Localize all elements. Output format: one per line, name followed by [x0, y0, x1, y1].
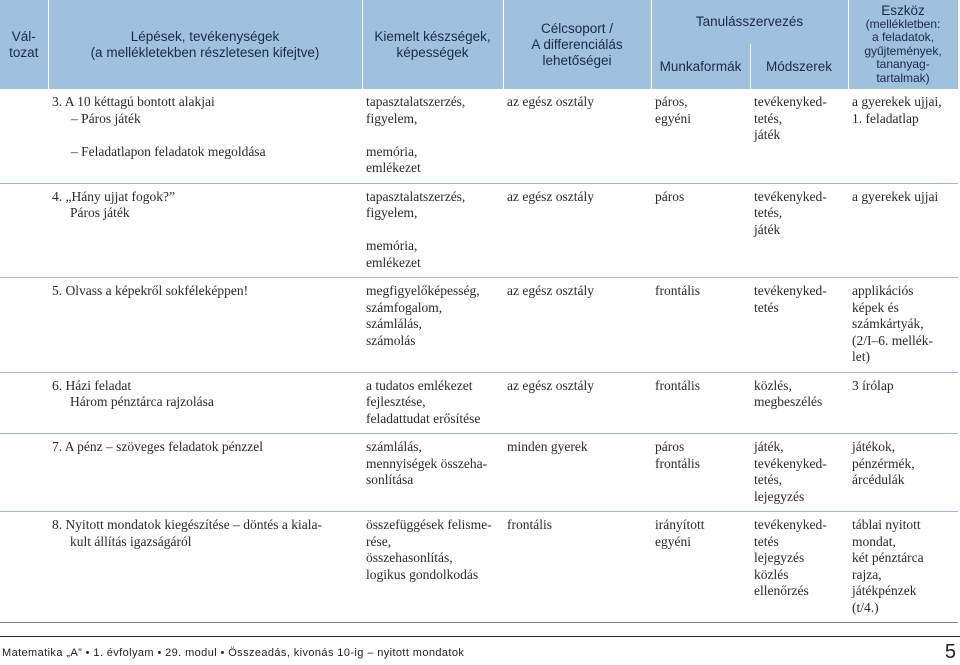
skills-cell: összefüggések felisme- rése, összehasonlítás, logikus gondolkodás	[362, 512, 503, 623]
forms-cell: irányított egyéni	[651, 512, 750, 623]
header-kiemelt: Kiemelt készségek, képességek	[362, 0, 503, 89]
forms-cell: frontális	[651, 278, 750, 373]
target-cell: az egész osztály	[503, 183, 651, 278]
steps-cell: 7. A pénz – szöveges feladatok pénzzel	[48, 434, 362, 512]
header-lepesek: Lépések, tevékenységek (a mellékletekben részletesen kifejtve)	[48, 0, 362, 89]
target-cell: az egész osztály	[503, 278, 651, 373]
target-cell: az egész osztály	[503, 89, 651, 183]
tools-cell: táblai nyitott mondat, két pénztárca rajza, játékpénzek (t/4.)	[848, 512, 958, 623]
page-number: 5	[944, 641, 956, 663]
methods-cell: tevékenyked- tetés	[750, 278, 848, 373]
header-modszerek: Módszerek	[750, 44, 848, 89]
skills-cell: tapasztalatszerzés, figyelem, memória, emlékezet	[362, 183, 503, 278]
methods-cell: tevékenyked- tetés lejegyzés közlés ellenőrzés	[750, 512, 848, 623]
skills-cell: a tudatos emlékezet fejlesztése, feladattudat erősítése	[362, 372, 503, 434]
skills-cell: számlálás, mennyiségek összeha- sonlítása	[362, 434, 503, 512]
forms-cell: frontális	[651, 372, 750, 434]
page-footer	[0, 636, 960, 665]
steps-cell: 3. A 10 kéttagú bontott alakjai – Páros játék – Feladatlapon feladatok megoldása	[48, 89, 362, 183]
forms-cell: páros, egyéni	[651, 89, 750, 183]
skills-cell: tapasztalatszerzés, figyelem, memória, emlékezet	[362, 89, 503, 183]
tools-cell: applikációs képek és számkártyák, (2/I–6. mellék- let)	[848, 278, 958, 373]
methods-cell: tevékenyked- tetés, játék	[750, 89, 848, 183]
table-row	[0, 89, 958, 183]
steps-cell: 6. Házi feladat Három pénztárca rajzolása	[48, 372, 362, 434]
target-cell: minden gyerek	[503, 434, 651, 512]
forms-cell: páros	[651, 183, 750, 278]
header-eszkoz: Eszköz (mellékletben: a feladatok, gyűjtemények, tananyag- tartalmak)	[848, 0, 958, 89]
header-valtozat: Vál- tozat	[0, 0, 48, 89]
header-tanulasszervezes: Tanulásszervezés	[651, 0, 848, 44]
methods-cell: közlés, megbeszélés	[750, 372, 848, 434]
table-row	[0, 278, 958, 373]
tools-cell: játékok, pénzérmék, árcédulák	[848, 434, 958, 512]
steps-cell: 5. Olvass a képekről sokféleképpen!	[48, 278, 362, 373]
table-row	[0, 512, 958, 623]
table-row	[0, 183, 958, 278]
tools-cell: a gyerekek ujjai	[848, 183, 958, 278]
table-row	[0, 372, 958, 434]
forms-cell: páros frontális	[651, 434, 750, 512]
header-celcsoport: Célcsoport / A differenciálás lehetőségei	[503, 0, 651, 89]
header-munkaformak: Munkaformák	[651, 44, 750, 89]
tools-cell: 3 írólap	[848, 372, 958, 434]
table-row	[0, 434, 958, 512]
methods-cell: tevékenyked- tetés, játék	[750, 183, 848, 278]
steps-cell: 4. „Hány ujjat fogok?” Páros játék	[48, 183, 362, 278]
skills-cell: megfigyelőképesség, számfogalom, számlálás, számolás	[362, 278, 503, 373]
target-cell: frontális	[503, 512, 651, 623]
methods-cell: játék, tevékenyked- tetés, lejegyzés	[750, 434, 848, 512]
steps-cell: 8. Nyitott mondatok kiegészítése – döntés a kiala- kult állítás igazságáról	[48, 512, 362, 623]
target-cell: az egész osztály	[503, 372, 651, 434]
footer-module-title: Matematika „A” • 1. évfolyam • 29. modul • Összeadás, kivonás 10-ig – nyitott mondatok	[2, 647, 465, 659]
tools-cell: a gyerekek ujjai, 1. feladatlap	[848, 89, 958, 183]
